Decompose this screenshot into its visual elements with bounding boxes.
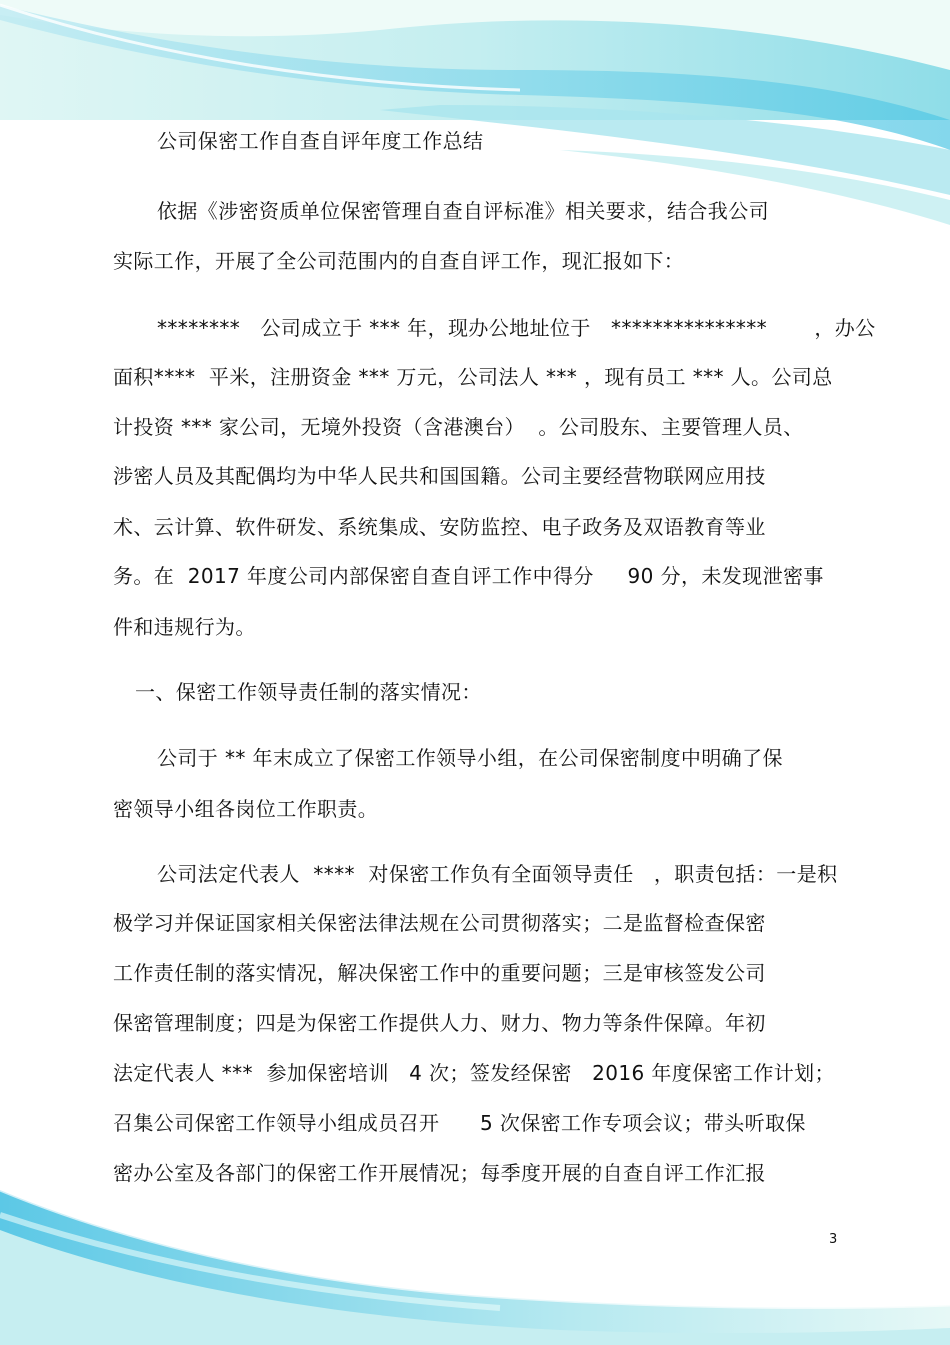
paragraph-line: 公司法定代表人 **** 对保密工作负有全面领导责任 ，职责包括：一是积 [157,862,838,886]
paragraph-line: 术、云计算、软件研发、系统集成、安防监控、电子政务及双语教育等业 [113,515,766,539]
paragraph-line: 公司于 ** 年末成立了保密工作领导小组，在公司保密制度中明确了保 [157,746,783,770]
paragraph-line: 实际工作，开展了全公司范围内的自查自评工作，现汇报如下： [113,249,685,273]
paragraph-line: 依据《涉密资质单位保密管理自查自评标准》相关要求，结合我公司 [157,199,769,223]
paragraph-line: 务。在 2017 年度公司内部保密自查自评工作中得分 90 分，未发现泄密事 [113,564,824,588]
document-title: 公司保密工作自查自评年度工作总结 [157,129,484,153]
section-heading: 一、保密工作领导责任制的落实情况： [135,680,482,704]
decorative-wave-bottom [0,1170,950,1345]
paragraph-line: 极学习并保证国家相关保密法律法规在公司贯彻落实；二是监督检查保密 [113,911,766,935]
paragraph-line: 件和违规行为。 [113,615,256,639]
paragraph-line: 召集公司保密工作领导小组成员召开 5 次保密工作专项会议；带头听取保 [113,1111,806,1135]
paragraph-line: 面积**** 平米，注册资金 *** 万元，公司法人 *** ，现有员工 *** 人。公司总 [113,365,833,389]
paragraph-line: 密领导小组各岗位工作职责。 [113,797,379,821]
paragraph-line: 法定代表人 *** 参加保密培训 4 次；签发经保密 2016 年度保密工作计划； [113,1061,835,1085]
paragraph-line: 密办公室及各部门的保密工作开展情况；每季度开展的自查自评工作汇报 [113,1161,766,1185]
paragraph-line: ******** 公司成立于 *** 年，现办公地址位于 *************** ，办公 [157,316,876,340]
page-number: 3 [829,1232,838,1247]
paragraph-line: 涉密人员及其配偶均为中华人民共和国国籍。公司主要经营物联网应用技 [113,464,766,488]
paragraph-line: 计投资 *** 家公司，无境外投资（含港澳台） 。公司股东、主要管理人员、 [113,415,804,439]
paragraph-line: 保密管理制度；四是为保密工作提供人力、财力、物力等条件保障。年初 [113,1011,766,1035]
paragraph-line: 工作责任制的落实情况，解决保密工作中的重要问题；三是审核签发公司 [113,961,766,985]
